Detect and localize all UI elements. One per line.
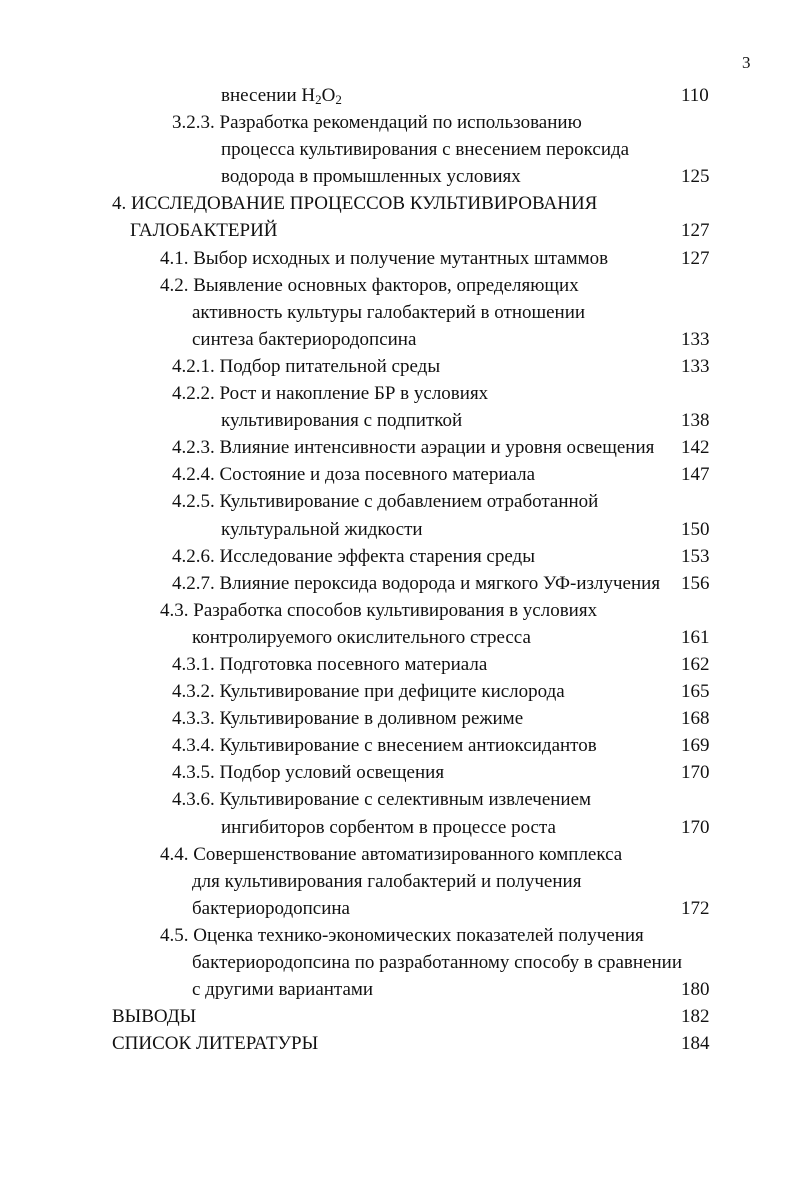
toc-page-number: 170 (681, 762, 710, 784)
toc-page-number: 127 (681, 247, 710, 269)
toc-entry-text: 4.2.5. Культивирование с добавлением отработанной (172, 491, 599, 513)
toc-line (0, 651, 798, 678)
toc-entry-text: бактериородопсина (192, 897, 350, 919)
toc-line (0, 868, 798, 895)
toc-page-number: 172 (681, 897, 710, 919)
toc-line (0, 299, 798, 326)
toc-entry-text: 4.2. Выявление основных факторов, определяющих (160, 274, 579, 296)
toc-line (0, 732, 798, 759)
toc-line (0, 678, 798, 705)
toc-entry-text: внесении $H_2O_2$ (221, 85, 342, 107)
toc-line (0, 217, 798, 244)
toc-page-number: 147 (681, 464, 710, 486)
toc-line (0, 407, 798, 434)
toc-entry-text: с другими вариантами (192, 979, 374, 1001)
toc-entry-text: бактериородопсина по разработанному способу в сравнении (192, 952, 683, 973)
toc-entry-text: процесса культивирования с внесением пероксида (221, 139, 630, 161)
toc-entry-text: СПИСОК ЛИТЕРАТУРЫ (112, 1033, 319, 1055)
toc-entry-text: 4. ИССЛЕДОВАНИЕ ПРОЦЕССОВ КУЛЬТИВИРОВАНИЯ (112, 193, 598, 215)
toc-line (0, 190, 798, 217)
toc-page-number: 133 (681, 328, 710, 350)
toc-line (0, 759, 798, 786)
toc-line (0, 245, 798, 272)
toc-line (0, 786, 798, 813)
toc-page-number: 161 (681, 626, 710, 648)
toc-line (0, 949, 798, 976)
toc-page-number: 150 (681, 518, 710, 540)
toc-entry-text: 3.2.3. Разработка рекомендаций по использованию (172, 112, 582, 134)
toc-line (0, 488, 798, 515)
toc-page-number: 165 (681, 681, 710, 703)
toc-page-number: 133 (681, 355, 710, 377)
toc-page-number: 180 (681, 979, 710, 1001)
toc-entry-text: 4.2.4. Состояние и доза посевного материала (172, 464, 536, 486)
toc-page-number: 125 (681, 166, 710, 188)
toc-page-number: 127 (681, 220, 710, 242)
toc-entry-text: 4.3.4. Культивирование с внесением антиоксидантов (172, 735, 597, 757)
toc-entry-text: культуральной жидкости (221, 518, 423, 540)
toc-entry-text: контролируемого окислительного стресса (192, 626, 531, 648)
toc-entry-text: 4.3.5. Подбор условий освещения (172, 762, 445, 784)
toc-entry-text: культивирования с подпиткой (221, 410, 463, 432)
toc-line (0, 624, 798, 651)
toc-line (0, 82, 798, 109)
toc-line (0, 841, 798, 868)
toc-entry-text: ГАЛОБАКТЕРИЙ (130, 220, 278, 242)
toc-entry-text: активность культуры галобактерий в отношении (192, 301, 586, 323)
toc-line (0, 516, 798, 543)
toc-line (0, 543, 798, 570)
page-number: 3 (742, 53, 751, 72)
toc-entry-text: 4.3.3. Культивирование в доливном режиме (172, 708, 524, 730)
toc-entry-text: 4.2.7. Влияние пероксида водорода и мягкого УФ-излучения (172, 572, 661, 594)
toc-entry-text: 4.2.3. Влияние интенсивности аэрации и уровня освещения (172, 437, 655, 459)
toc-line (0, 326, 798, 353)
toc-line (0, 705, 798, 732)
toc-line (0, 163, 798, 190)
toc-page-number: 156 (681, 572, 710, 594)
toc-page-number: 168 (681, 708, 710, 730)
toc-line (0, 353, 798, 380)
toc-entry-text: 4.2.6. Исследование эффекта старения среды (172, 545, 535, 567)
toc-line (0, 461, 798, 488)
toc-line (0, 1030, 798, 1057)
toc-page-number: 138 (681, 410, 710, 432)
toc-line (0, 272, 798, 299)
toc-entry-text: для культивирования галобактерий и получения (192, 870, 582, 892)
toc-page-number: 110 (681, 85, 709, 106)
toc-entry-text: 4.2.2. Рост и накопление БР в условиях (172, 383, 489, 405)
toc-entry-text: 4.1. Выбор исходных и получение мутантных штаммов (160, 247, 609, 269)
toc-page-number: 170 (681, 816, 710, 838)
toc-line (0, 109, 798, 136)
toc-entry-text: 4.4. Совершенствование автоматизированного комплекса (160, 843, 623, 865)
toc-entry-text: синтеза бактериородопсина (192, 328, 417, 350)
toc-line (0, 380, 798, 407)
toc-entry-text: 4.3.1. Подготовка посевного материала (172, 653, 488, 675)
toc-line (0, 570, 798, 597)
toc-page-number: 162 (681, 653, 710, 675)
toc-entry-text: 4.3. Разработка способов культивирования в условиях (160, 599, 598, 621)
toc-entry-text: 4.5. Оценка технико-экономических показателей получения (160, 924, 644, 946)
toc-line (0, 922, 798, 949)
toc-line (0, 976, 798, 1003)
toc-page-number: 169 (681, 735, 710, 757)
toc-page-number: 182 (681, 1006, 710, 1028)
toc-page-number: 153 (681, 545, 710, 567)
toc-line (0, 895, 798, 922)
toc-page-number: 142 (681, 437, 710, 459)
toc-entry-text: ВЫВОДЫ (112, 1006, 197, 1028)
toc-line (0, 434, 798, 461)
toc-page-number: 184 (681, 1033, 710, 1055)
toc-entry-text: 4.3.2. Культивирование при дефиците кислорода (172, 681, 565, 703)
toc-line (0, 814, 798, 841)
toc-line (0, 136, 798, 163)
toc-entry-text: 4.3.6. Культивирование с селективным извлечением (172, 789, 592, 811)
toc-line (0, 1003, 798, 1030)
table-of-contents (0, 82, 798, 1057)
toc-entry-text: 4.2.1. Подбор питательной среды (172, 355, 441, 377)
toc-line (0, 597, 798, 624)
toc-entry-text: ингибиторов сорбентом в процессе роста (221, 816, 556, 838)
toc-entry-text: водорода в промышленных условиях (221, 166, 521, 188)
